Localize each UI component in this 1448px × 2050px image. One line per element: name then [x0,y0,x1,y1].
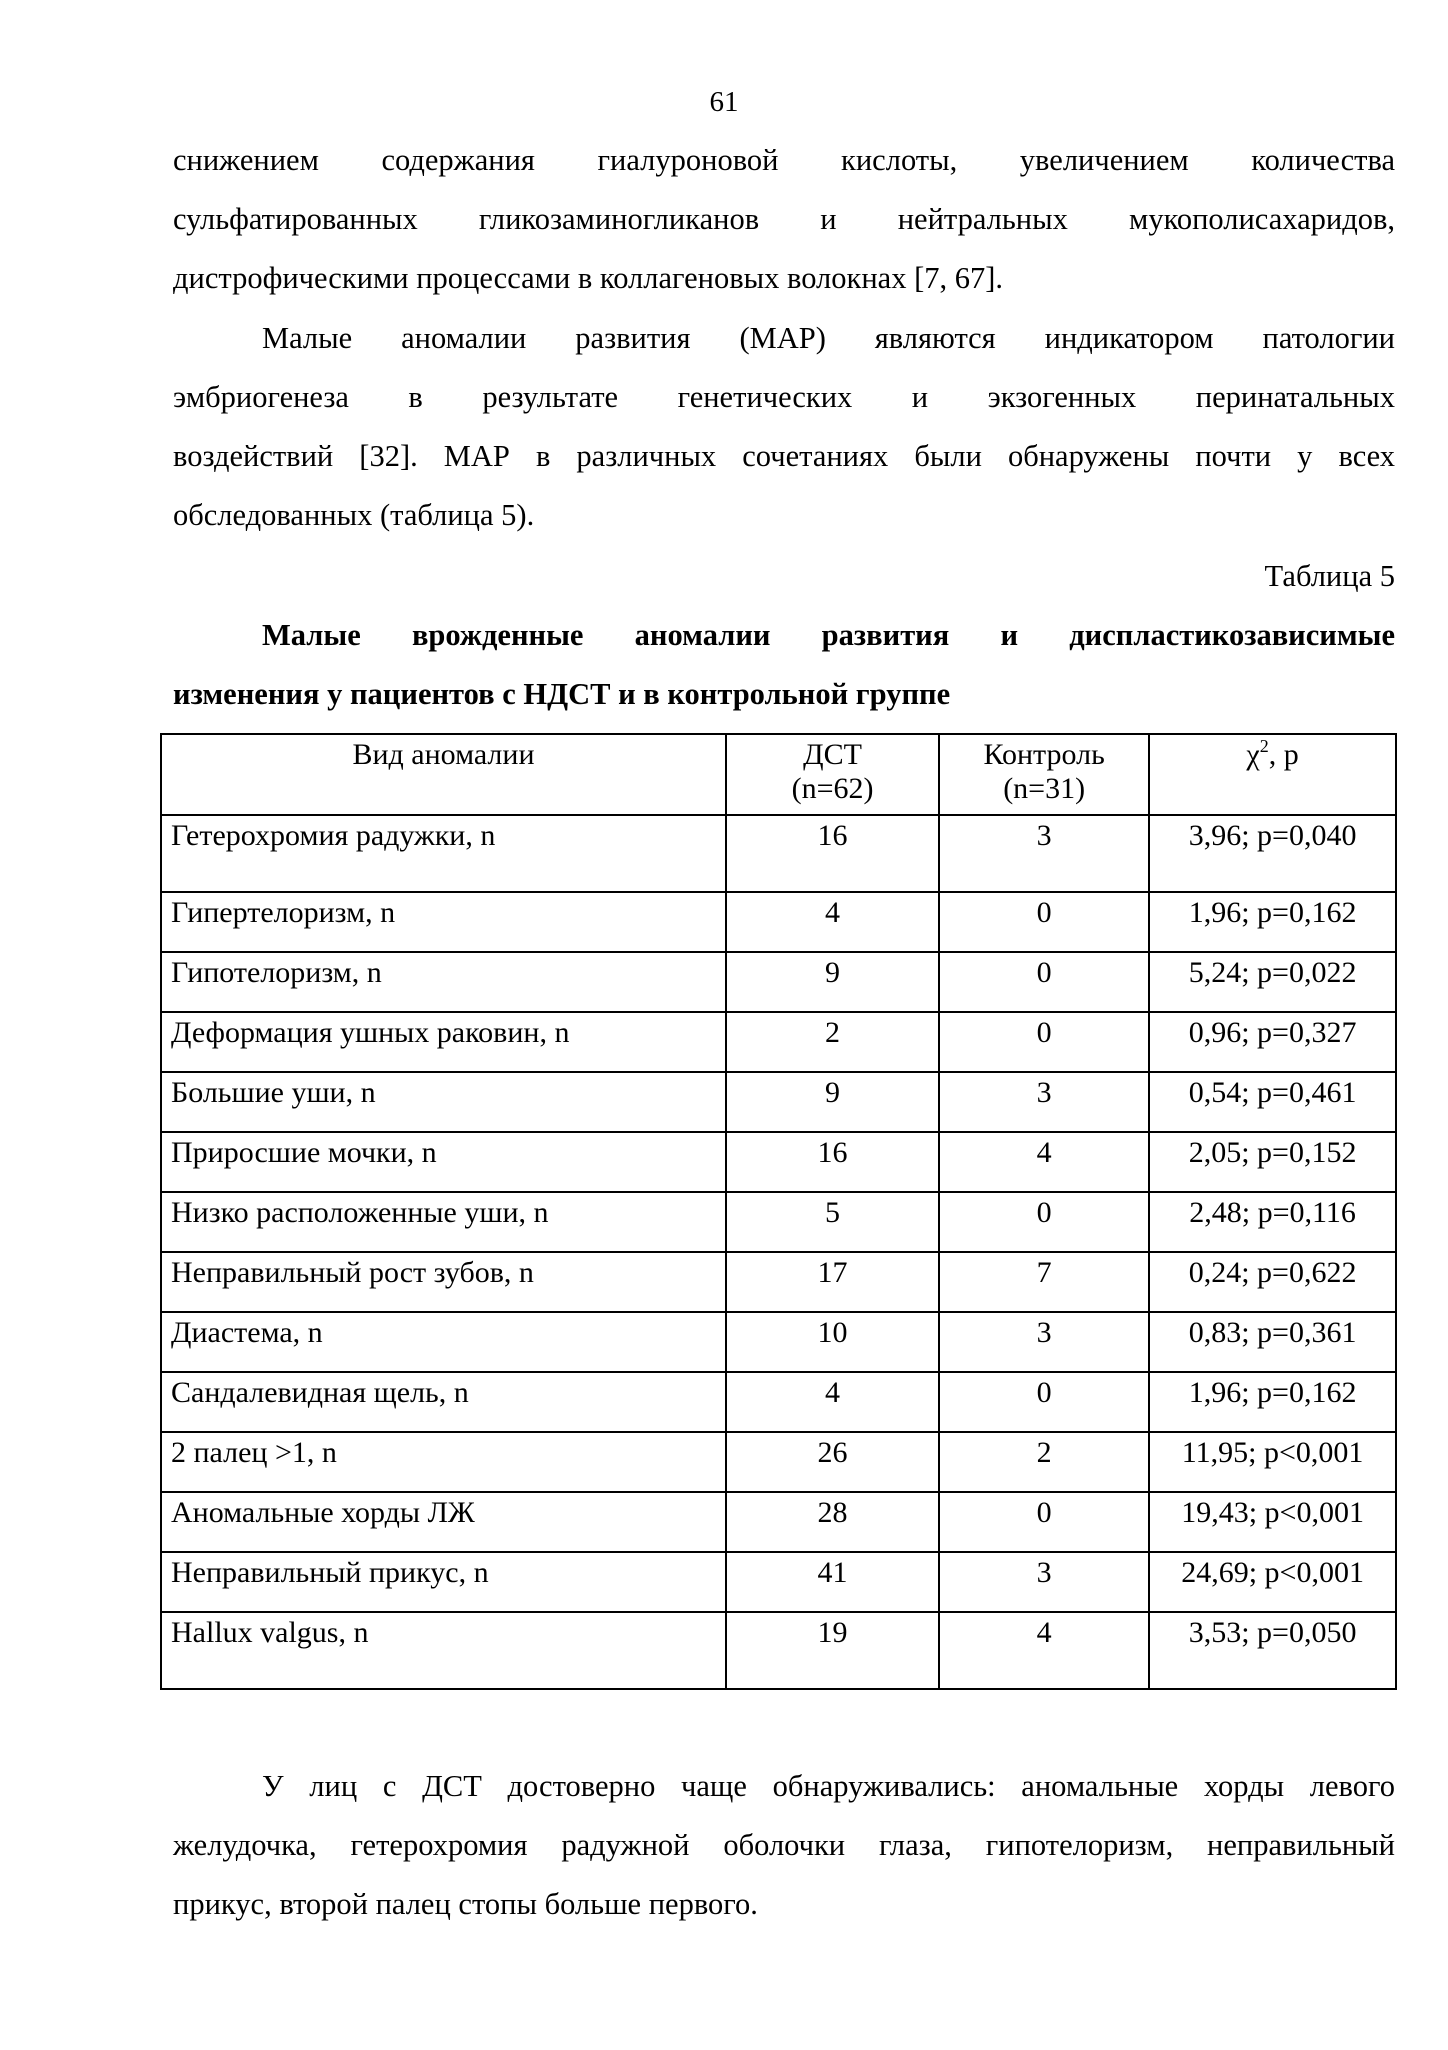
cell-control: 4 [939,1612,1149,1689]
text-line: обследованных (таблица 5). [173,498,535,532]
cell-chi: 11,95; p<0,001 [1149,1432,1396,1492]
cell-control: 0 [939,1192,1149,1252]
table-title [173,606,1395,724]
page-number: 61 [709,86,739,118]
cell-anomaly: Hallux valgus, n [161,1612,726,1689]
cell-control: 3 [939,815,1149,892]
table-row [161,1192,1396,1252]
text-line: желудочка, гетерохромия радужной оболочки глаза, гипотелоризм, неправильный [173,1828,1395,1862]
header-anomaly: Вид аномалии [161,734,726,815]
cell-control: 2 [939,1432,1149,1492]
cell-chi: 0,96; p=0,327 [1149,1012,1396,1072]
chi-p: , p [1268,738,1299,771]
cell-anomaly: Гипертелоризм, n [161,892,726,952]
cell-control: 0 [939,1492,1149,1552]
cell-dst: 5 [726,1192,939,1252]
cell-chi: 1,96; p=0,162 [1149,1372,1396,1432]
cell-chi: 1,96; p=0,162 [1149,892,1396,952]
text-line: Малые аномалии развития (МАР) являются индикатором патологии [262,321,1395,355]
table-row [161,1492,1396,1552]
cell-anomaly: Низко расположенные уши, n [161,1192,726,1252]
table-title-line: изменения у пациентов с НДСТ и в контрольной группе [173,677,951,711]
cell-anomaly: Неправильный рост зубов, n [161,1252,726,1312]
cell-chi: 3,96; p=0,040 [1149,815,1396,892]
header-dst-label: ДСТ [803,738,862,771]
cell-control: 3 [939,1312,1149,1372]
cell-chi: 19,43; p<0,001 [1149,1492,1396,1552]
table-row [161,1072,1396,1132]
cell-anomaly: Диастема, n [161,1312,726,1372]
table-row [161,1252,1396,1312]
cell-dst: 2 [726,1012,939,1072]
cell-control: 0 [939,892,1149,952]
cell-anomaly: 2 палец >1, n [161,1432,726,1492]
chi-exponent: 2 [1259,736,1269,756]
cell-control: 3 [939,1072,1149,1132]
cell-dst: 4 [726,1372,939,1432]
text-line: У лиц с ДСТ достоверно чаще обнаруживались: аномальные хорды левого [262,1769,1395,1803]
cell-dst: 28 [726,1492,939,1552]
cell-control: 7 [939,1252,1149,1312]
chi-symbol: χ [1246,738,1260,771]
cell-control: 0 [939,952,1149,1012]
paragraph-intro [173,131,1395,308]
table-row [161,1012,1396,1072]
text-line: эмбриогенеза в результате генетических и экзогенных перинатальных [173,380,1395,414]
cell-chi: 0,24; p=0,622 [1149,1252,1396,1312]
cell-chi: 2,48; p=0,116 [1149,1192,1396,1252]
cell-dst: 19 [726,1612,939,1689]
cell-dst: 10 [726,1312,939,1372]
table-row [161,1372,1396,1432]
table-row [161,1132,1396,1192]
cell-control: 4 [939,1132,1149,1192]
cell-chi: 2,05; p=0,152 [1149,1132,1396,1192]
cell-chi: 0,83; p=0,361 [1149,1312,1396,1372]
cell-dst: 26 [726,1432,939,1492]
table-row [161,1312,1396,1372]
header-control-label: Контроль [983,738,1105,771]
text-line: снижением содержания гиалуроновой кислоты, увеличением количества [173,143,1395,177]
table-label: Таблица 5 [1264,559,1395,593]
cell-dst: 9 [726,952,939,1012]
paragraph-map [173,309,1395,545]
paragraph-conclusion [173,1757,1395,1934]
header-control-n: (n=31) [1003,772,1086,805]
cell-control: 0 [939,1372,1149,1432]
table-title-line: Малые врожденные аномалии развития и диспластикозависимые [262,618,1395,652]
text-line: воздействий [32]. МАР в различных сочетаниях были обнаружены почти у всех [173,439,1395,473]
header-control [939,734,1149,815]
table-row [161,1552,1396,1612]
cell-dst: 16 [726,1132,939,1192]
table-row [161,952,1396,1012]
header-chi [1149,734,1396,815]
cell-dst: 4 [726,892,939,952]
cell-anomaly: Неправильный прикус, n [161,1552,726,1612]
cell-dst: 17 [726,1252,939,1312]
table-row [161,1612,1396,1689]
text-line: прикус, второй палец стопы больше первого. [173,1887,758,1921]
header-dst [726,734,939,815]
cell-anomaly: Приросшие мочки, n [161,1132,726,1192]
cell-dst: 9 [726,1072,939,1132]
cell-chi: 5,24; p=0,022 [1149,952,1396,1012]
cell-chi: 24,69; p<0,001 [1149,1552,1396,1612]
text-line: сульфатированных гликозаминогликанов и нейтральных мукополисахаридов, [173,202,1395,236]
header-dst-n: (n=62) [791,772,874,805]
table-row [161,815,1396,892]
cell-control: 3 [939,1552,1149,1612]
cell-dst: 16 [726,815,939,892]
cell-dst: 41 [726,1552,939,1612]
cell-anomaly: Аномальные хорды ЛЖ [161,1492,726,1552]
cell-chi: 0,54; p=0,461 [1149,1072,1396,1132]
table-header-row [161,734,1396,815]
cell-anomaly: Гипотелоризм, n [161,952,726,1012]
table-row [161,892,1396,952]
cell-anomaly: Сандалевидная щель, n [161,1372,726,1432]
cell-anomaly: Деформация ушных раковин, n [161,1012,726,1072]
anomalies-table [160,733,1397,1690]
table-row [161,1432,1396,1492]
text-line: дистрофическими процессами в коллагеновых волокнах [7, 67]. [173,261,1004,295]
cell-control: 0 [939,1012,1149,1072]
cell-chi: 3,53; p=0,050 [1149,1612,1396,1689]
cell-anomaly: Гетерохромия радужки, n [161,815,726,892]
cell-anomaly: Большие уши, n [161,1072,726,1132]
